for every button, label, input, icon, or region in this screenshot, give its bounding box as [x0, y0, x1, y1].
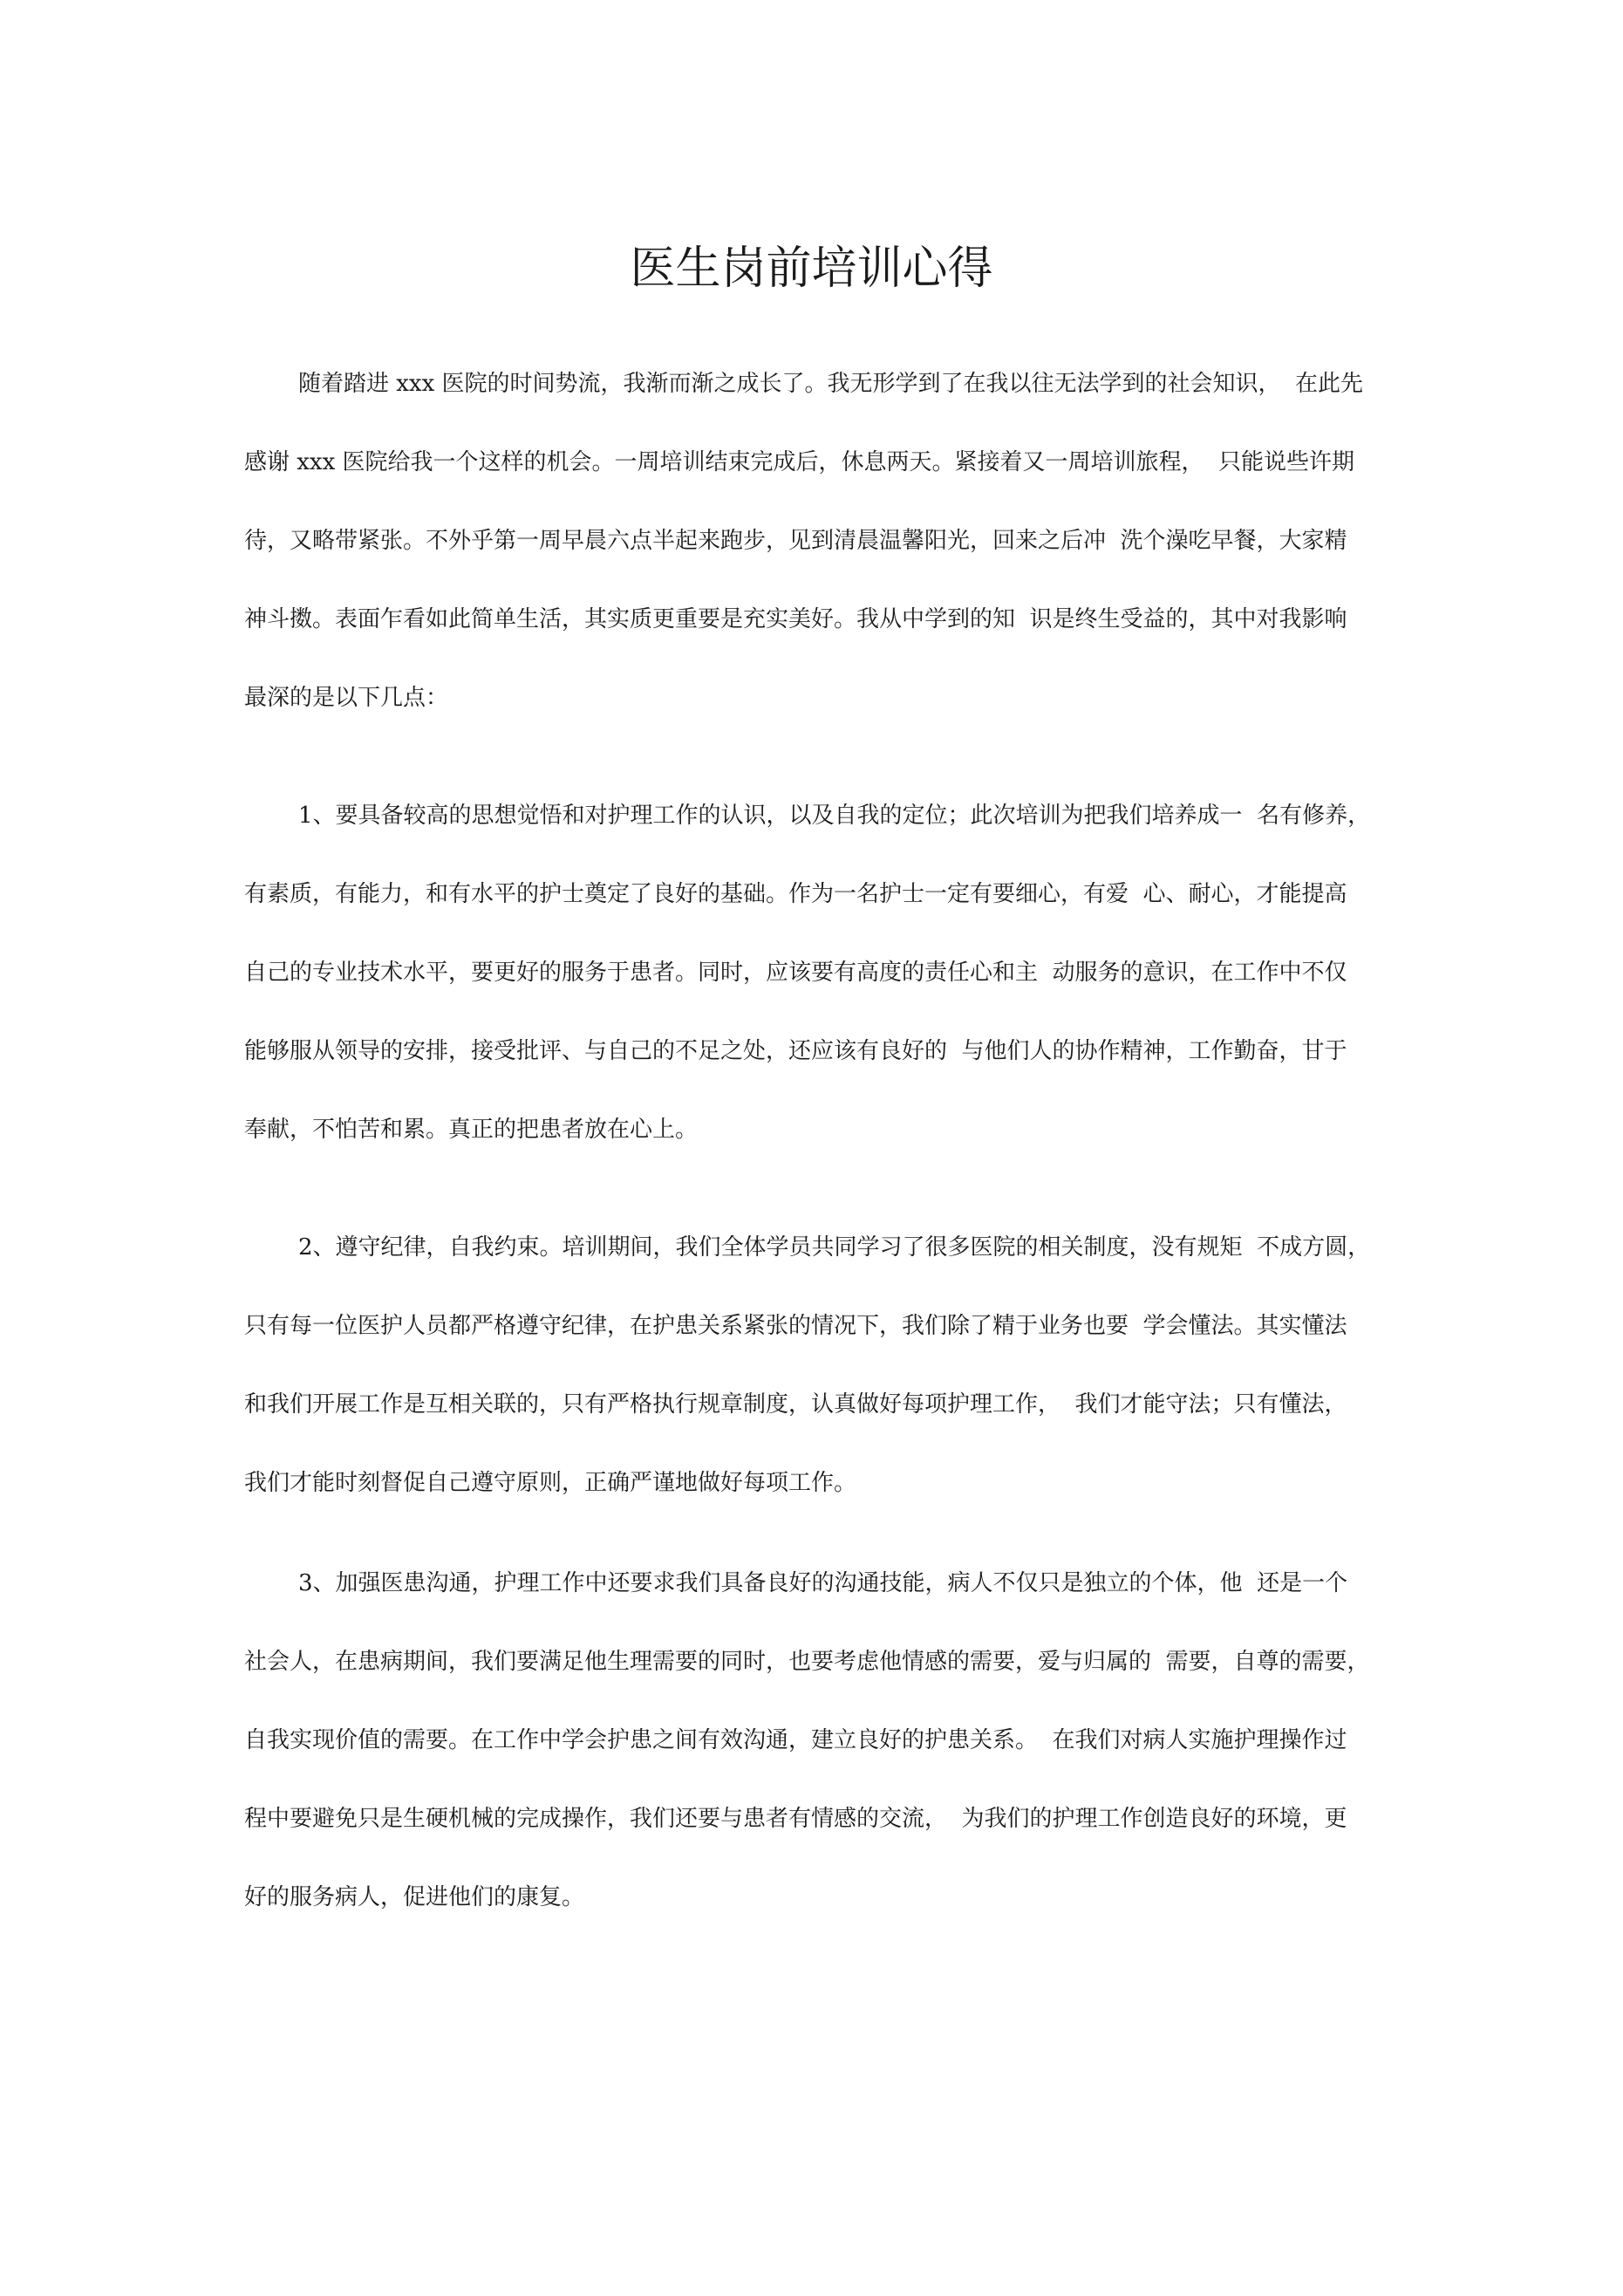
text-line: 待，又略带紧张。不外乎第一周早晨六点半起来跑步，见到清晨温馨阳光，回来之后冲 洗个澡吃早餐，大家精	[244, 528, 1347, 554]
text-line: 最深的是以下几点：	[244, 685, 449, 711]
text-line: 能够服从领导的安排，接受批评、与自己的不足之处，还应该有良好的 与他们人的协作精神，工作勤奋，甘于	[244, 1038, 1347, 1064]
text-line: 随着踏进 xxx 医院的时间势流，我渐而渐之成长了。我无形学到了在我以往无法学到的社会知识， 在此先	[298, 371, 1364, 397]
text-line: 2、遵守纪律，自我约束。培训期间，我们全体学员共同学习了很多医院的相关制度，没有规矩 不成方圆，	[298, 1234, 1371, 1261]
text-line: 奉献，不怕苦和累。真正的把患者放在心上。	[244, 1117, 699, 1143]
text-line: 社会人，在患病期间，我们要满足他生理需要的同时，也要考虑他情感的需要，爱与归属的 需要，自尊的需要，	[244, 1649, 1370, 1675]
text-line: 1、要具备较高的思想觉悟和对护理工作的认识，以及自我的定位；此次培训为把我们培养成一 名有修养，	[298, 803, 1371, 829]
document-title: 医生岗前培训心得	[630, 243, 993, 295]
text-line: 和我们开展工作是互相关联的，只有严格执行规章制度，认真做好每项护理工作， 我们才能守法；只有懂法，	[244, 1391, 1347, 1418]
text-line: 我们才能时刻督促自己遵守原则，正确严谨地做好每项工作。	[244, 1470, 857, 1496]
text-line: 有素质，有能力，和有水平的护士奠定了良好的基础。作为一名护士一定有要细心，有爱 心、耐心，才能提高	[244, 881, 1347, 907]
text-line: 只有每一位医护人员都严格遵守纪律，在护患关系紧张的情况下，我们除了精于业务也要 学会懂法。其实懂法	[244, 1313, 1347, 1339]
text-line: 自我实现价值的需要。在工作中学会护患之间有效沟通，建立良好的护患关系。 在我们对病人实施护理操作过	[244, 1727, 1347, 1753]
text-line: 神斗擞。表面乍看如此简单生活，其实质更重要是充实美好。我从中学到的知 识是终生受益的，其中对我影响	[244, 606, 1347, 632]
text-line: 程中要避免只是生硬机械的完成操作，我们还要与患者有情感的交流， 为我们的护理工作创造良好的环境，更	[244, 1806, 1347, 1832]
text-line: 3、加强医患沟通，护理工作中还要求我们具备良好的沟通技能，病人不仅只是独立的个体，他 还是一个	[298, 1570, 1348, 1596]
text-line: 自己的专业技术水平，要更好的服务于患者。同时，应该要有高度的责任心和主 动服务的意识，在工作中不仅	[244, 960, 1347, 986]
text-line: 好的服务病人，促进他们的康复。	[244, 1884, 585, 1910]
text-line: 感谢 xxx 医院给我一个这样的机会。一周培训结束完成后，休息两天。紧接着又一周培训旅程， 只能说些许期	[244, 449, 1355, 475]
